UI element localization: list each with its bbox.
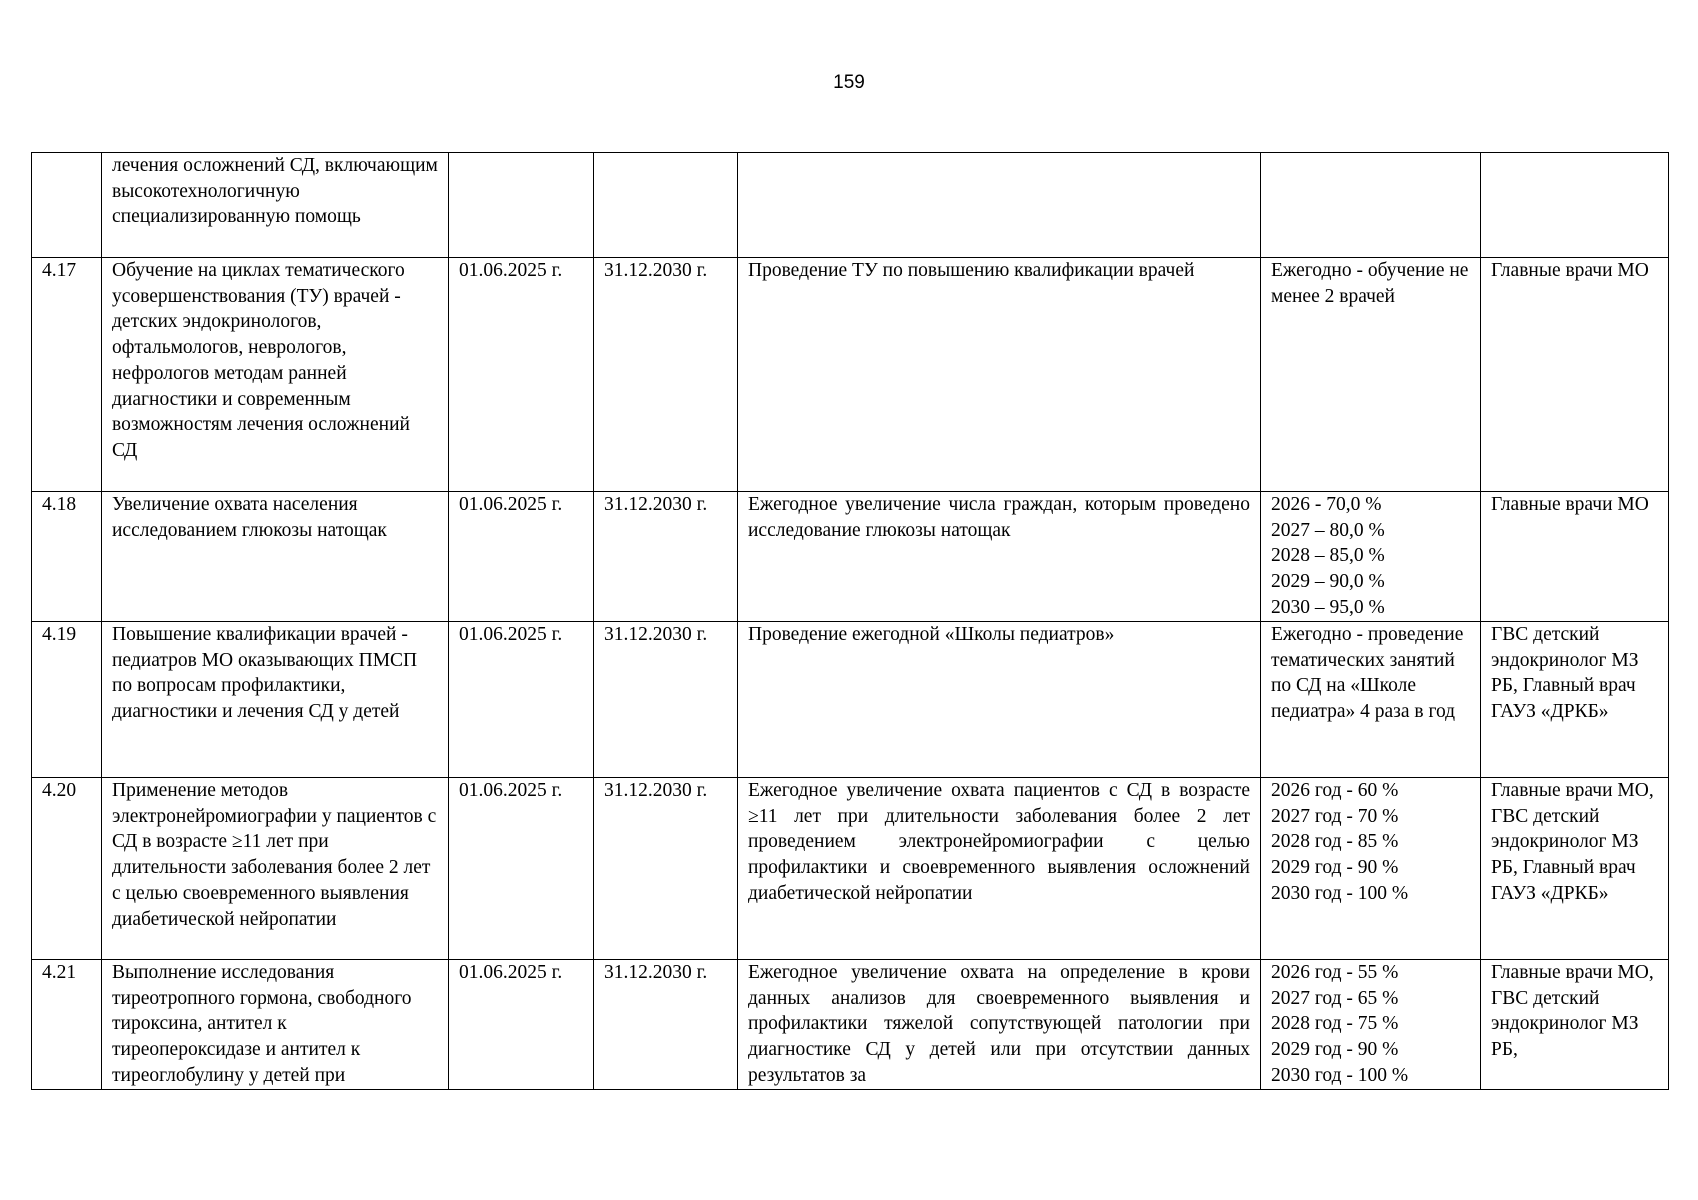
indicators <box>1261 258 1481 492</box>
event-description: Применение методов электронейромиографии у пациентов с СД в возрасте ≥11 лет при длительности заболевания более 2 лет с целью своевременного выявления диабетической нейропатии <box>102 778 449 960</box>
start-date: 01.06.2025 г. <box>449 778 594 960</box>
table-row <box>32 492 1669 622</box>
start-date: 01.06.2025 г. <box>449 622 594 778</box>
expected-result: Ежегодное увеличение числа граждан, которым проведено исследование глюкозы натощак <box>738 492 1261 622</box>
end-date: 31.12.2030 г. <box>594 492 738 622</box>
start-date: 01.06.2025 г. <box>449 258 594 492</box>
indicator-line: 2026 год - 55 % <box>1271 962 1399 983</box>
end-date: 31.12.2030 г. <box>594 258 738 492</box>
expected-result: Ежегодное увеличение охвата пациентов с СД в возрасте ≥11 лет при длительности заболевания более 2 лет проведением электронейромиографии с целью профилактики и своевременного выявления осложнений диабетической нейропатии <box>738 778 1261 960</box>
item-number: 4.20 <box>32 778 102 960</box>
table-row <box>32 153 1669 258</box>
indicators <box>1261 778 1481 960</box>
end-date: 31.12.2030 г. <box>594 960 738 1090</box>
expected-result <box>738 153 1261 258</box>
expected-result: Проведение ТУ по повышению квалификации врачей <box>738 258 1261 492</box>
item-number: 4.17 <box>32 258 102 492</box>
page-number: 159 <box>833 72 865 93</box>
item-number <box>32 153 102 258</box>
responsible: Главные врачи МО <box>1481 258 1669 492</box>
indicator-line: 2029 год - 90 % <box>1271 1039 1399 1061</box>
event-description: Выполнение исследования тиреотропного гормона, свободного тироксина, антител к тиреопероксидазе и антител к тиреоглобулину у детей при <box>102 960 449 1090</box>
event-description: Обучение на циклах тематического усовершенствования (ТУ) врачей - детских эндокринологов, офтальмологов, неврологов, нефрологов методам ранней диагностики и современным возможностям лечения осложнений СД <box>102 258 449 492</box>
indicator-line: Ежегодно - проведение тематических занятий по СД на «Школе педиатра» 4 раза в год <box>1271 624 1464 723</box>
end-date: 31.12.2030 г. <box>594 778 738 960</box>
indicator-line: 2027 год - 70 % <box>1271 805 1399 827</box>
indicator-line: 2030 – 95,0 % <box>1271 596 1385 618</box>
event-description: лечения осложнений СД, включающим высокотехнологичную специализированную помощь <box>102 153 449 258</box>
item-number: 4.18 <box>32 492 102 622</box>
indicator-line: 2030 год - 100 % <box>1271 1064 1409 1086</box>
item-number: 4.21 <box>32 960 102 1090</box>
indicator-line: Ежегодно - обучение не менее 2 врачей <box>1271 260 1469 307</box>
indicators <box>1261 622 1481 778</box>
indicators <box>1261 153 1481 258</box>
event-description: Повышение квалификации врачей - педиатров МО оказывающих ПМСП по вопросам профилактики, диагностики и лечения СД у детей <box>102 622 449 778</box>
responsible: Главные врачи МО, ГВС детский эндокринолог МЗ РБ, <box>1481 960 1669 1090</box>
action-plan-table <box>31 152 1669 1090</box>
indicator-line: 2028 год - 85 % <box>1271 831 1399 853</box>
indicator-line: 2027 – 80,0 % <box>1271 519 1385 541</box>
indicator-line: 2029 год - 90 % <box>1271 857 1399 879</box>
indicator-line: 2028 – 85,0 % <box>1271 545 1385 567</box>
end-date: 31.12.2030 г. <box>594 622 738 778</box>
indicator-line: 2027 год - 65 % <box>1271 987 1399 1009</box>
table-row <box>32 622 1669 778</box>
indicator-line: 2026 год - 60 % <box>1271 780 1399 801</box>
indicator-line: 2029 – 90,0 % <box>1271 571 1385 593</box>
indicator-line: 2028 год - 75 % <box>1271 1013 1399 1035</box>
indicator-line: 2030 год - 100 % <box>1271 882 1409 904</box>
indicators <box>1261 492 1481 622</box>
start-date: 01.06.2025 г. <box>449 492 594 622</box>
responsible: ГВС детский эндокринолог МЗ РБ, Главный врач ГАУЗ «ДРКБ» <box>1481 622 1669 778</box>
expected-result: Проведение ежегодной «Школы педиатров» <box>738 622 1261 778</box>
end-date <box>594 153 738 258</box>
table-row <box>32 778 1669 960</box>
indicator-line: 2026 - 70,0 % <box>1271 494 1382 515</box>
start-date: 01.06.2025 г. <box>449 960 594 1090</box>
event-description: Увеличение охвата населения исследованием глюкозы натощак <box>102 492 449 622</box>
table-row <box>32 960 1669 1090</box>
expected-result: Ежегодное увеличение охвата на определение в крови данных анализов для своевременного выявления и профилактики тяжелой сопутствующей патологии при диагностике СД у детей или при отсутствии данных результатов за <box>738 960 1261 1090</box>
item-number: 4.19 <box>32 622 102 778</box>
responsible: Главные врачи МО, ГВС детский эндокринолог МЗ РБ, Главный врач ГАУЗ «ДРКБ» <box>1481 778 1669 960</box>
responsible: Главные врачи МО <box>1481 492 1669 622</box>
table-row <box>32 258 1669 492</box>
start-date <box>449 153 594 258</box>
indicators <box>1261 960 1481 1090</box>
responsible <box>1481 153 1669 258</box>
